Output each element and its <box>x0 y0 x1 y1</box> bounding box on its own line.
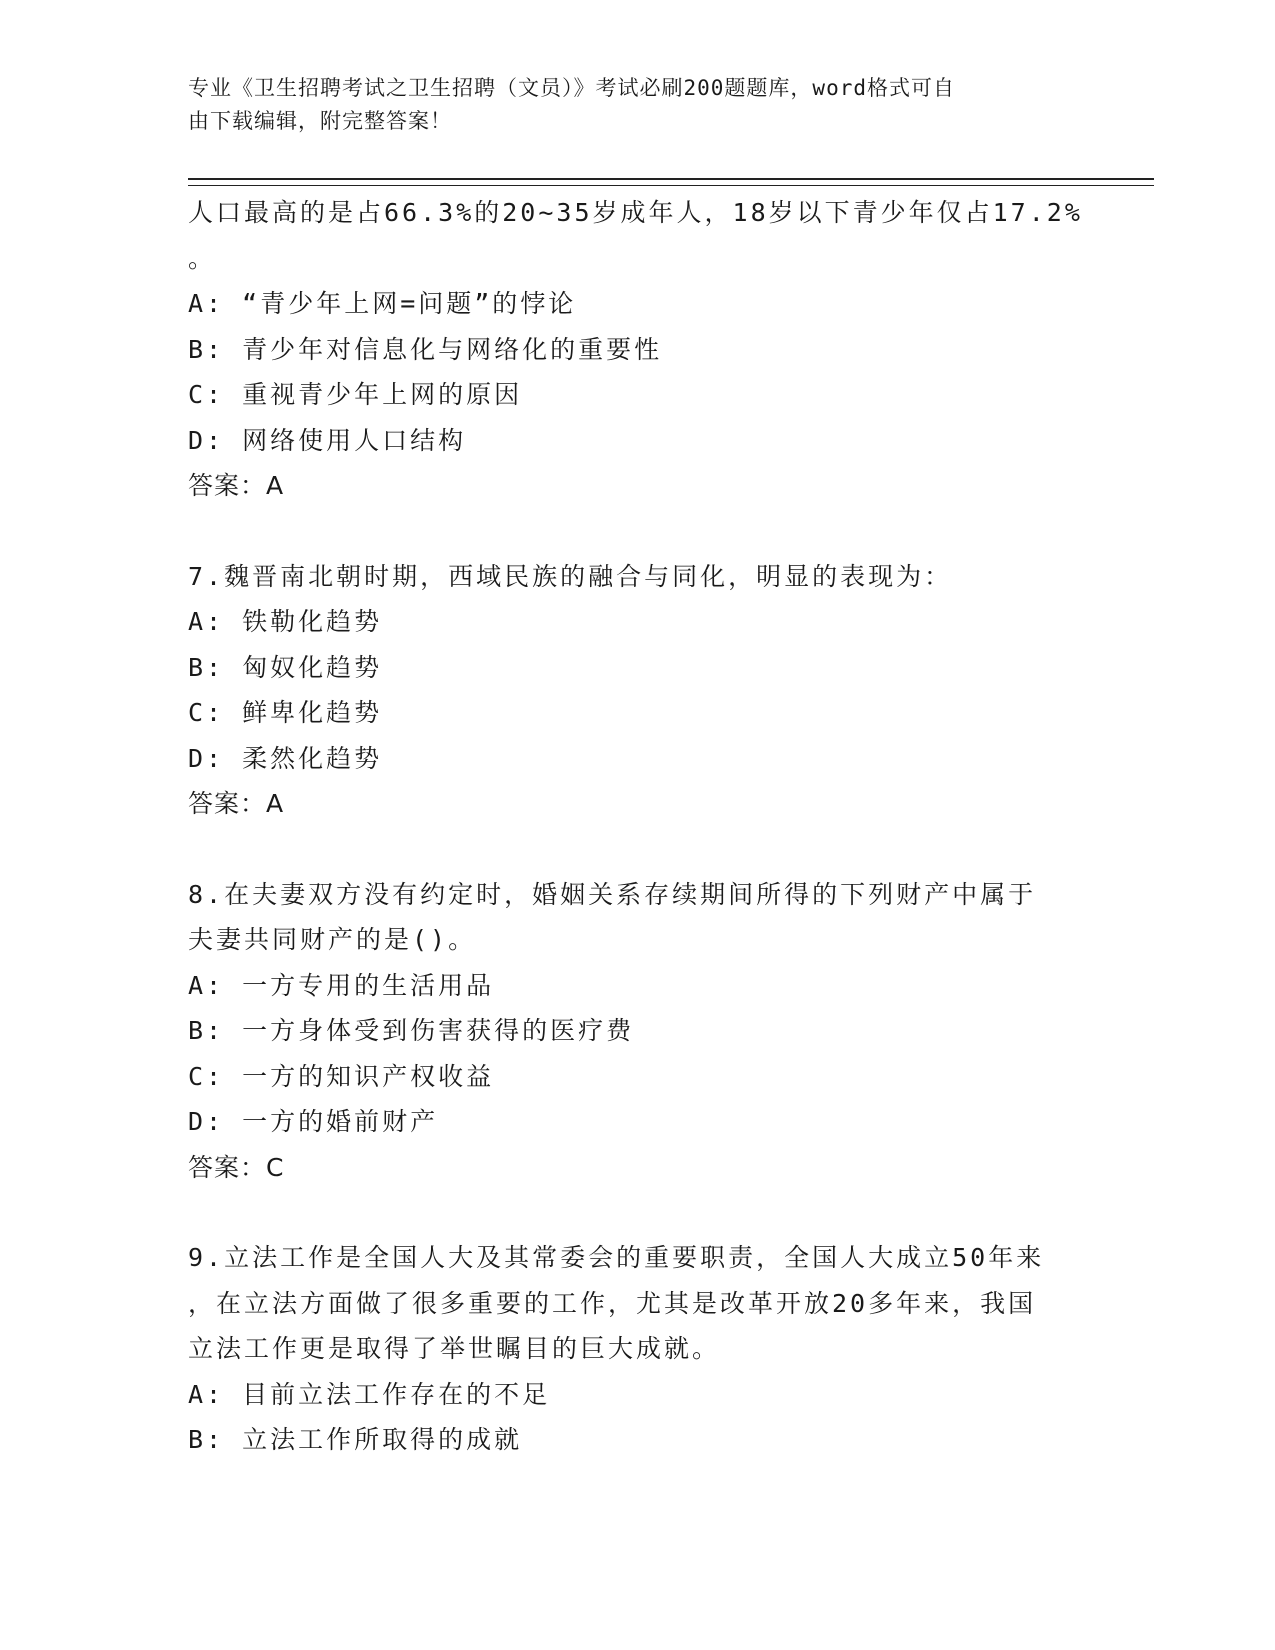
question-6-option-a: A: “青少年上网=问题”的悖论 <box>188 289 577 318</box>
header-line-1: 专业《卫生招聘考试之卫生招聘（文员）》考试必刷200题题库，word格式可自 <box>188 76 955 100</box>
document-header <box>188 72 1088 138</box>
spacer <box>188 509 1088 554</box>
question-7 <box>188 554 1088 827</box>
question-8-stem-line-2: 夫妻共同财产的是()。 <box>188 925 477 954</box>
header-divider-thin <box>188 185 1154 186</box>
question-9-option-a: A: 目前立法工作存在的不足 <box>188 1379 551 1409</box>
question-7-option-d: D: 柔然化趋势 <box>188 743 383 773</box>
question-6-answer: 答案：A <box>188 471 285 500</box>
header-divider-thick <box>188 178 1154 180</box>
question-8 <box>188 872 1088 1191</box>
spacer <box>188 1190 1088 1235</box>
question-9-stem-line-2: ，在立法方面做了很多重要的工作，尤其是改革开放20多年来，我国 <box>188 1288 1037 1318</box>
question-7-option-c: C: 鲜卑化趋势 <box>188 698 383 727</box>
question-8-option-a: A: 一方专用的生活用品 <box>188 970 495 1000</box>
question-9-option-b: B: 立法工作所取得的成就 <box>188 1425 523 1454</box>
question-6-option-b: B: 青少年对信息化与网络化的重要性 <box>188 334 663 364</box>
question-6-stem-line-1: 人口最高的是占66.3%的20~35岁成年人，18岁以下青少年仅占17.2% <box>188 198 1083 227</box>
question-7-option-a: A: 铁勒化趋势 <box>188 607 383 636</box>
header-line-2: 由下载编辑，附完整答案！ <box>188 109 452 133</box>
question-7-answer: 答案：A <box>188 789 285 818</box>
question-6 <box>188 190 1088 509</box>
question-8-option-c: C: 一方的知识产权收益 <box>188 1061 495 1091</box>
question-8-stem-line-1: 8.在夫妻双方没有约定时，婚姻关系存续期间所得的下列财产中属于 <box>188 879 1037 909</box>
question-8-option-b: B: 一方身体受到伤害获得的医疗费 <box>188 1016 635 1045</box>
question-8-option-d: D: 一方的婚前财产 <box>188 1107 439 1136</box>
question-9-stem-line-1: 9.立法工作是全国人大及其常委会的重要职责，全国人大成立50年来 <box>188 1243 1045 1272</box>
question-9-stem-line-3: 立法工作更是取得了举世瞩目的巨大成就。 <box>188 1334 721 1363</box>
question-8-answer: 答案：C <box>188 1152 285 1182</box>
question-9 <box>188 1235 1088 1463</box>
spacer <box>188 827 1088 872</box>
question-7-option-b: B: 匈奴化趋势 <box>188 652 383 682</box>
question-7-stem-line-1: 7.魏晋南北朝时期，西域民族的融合与同化，明显的表现为： <box>188 561 953 591</box>
question-6-option-c: C: 重视青少年上网的原因 <box>188 380 523 409</box>
question-6-stem-line-2: 。 <box>188 243 217 273</box>
document-body <box>188 190 1088 1463</box>
question-6-option-d: D: 网络使用人口结构 <box>188 425 467 455</box>
